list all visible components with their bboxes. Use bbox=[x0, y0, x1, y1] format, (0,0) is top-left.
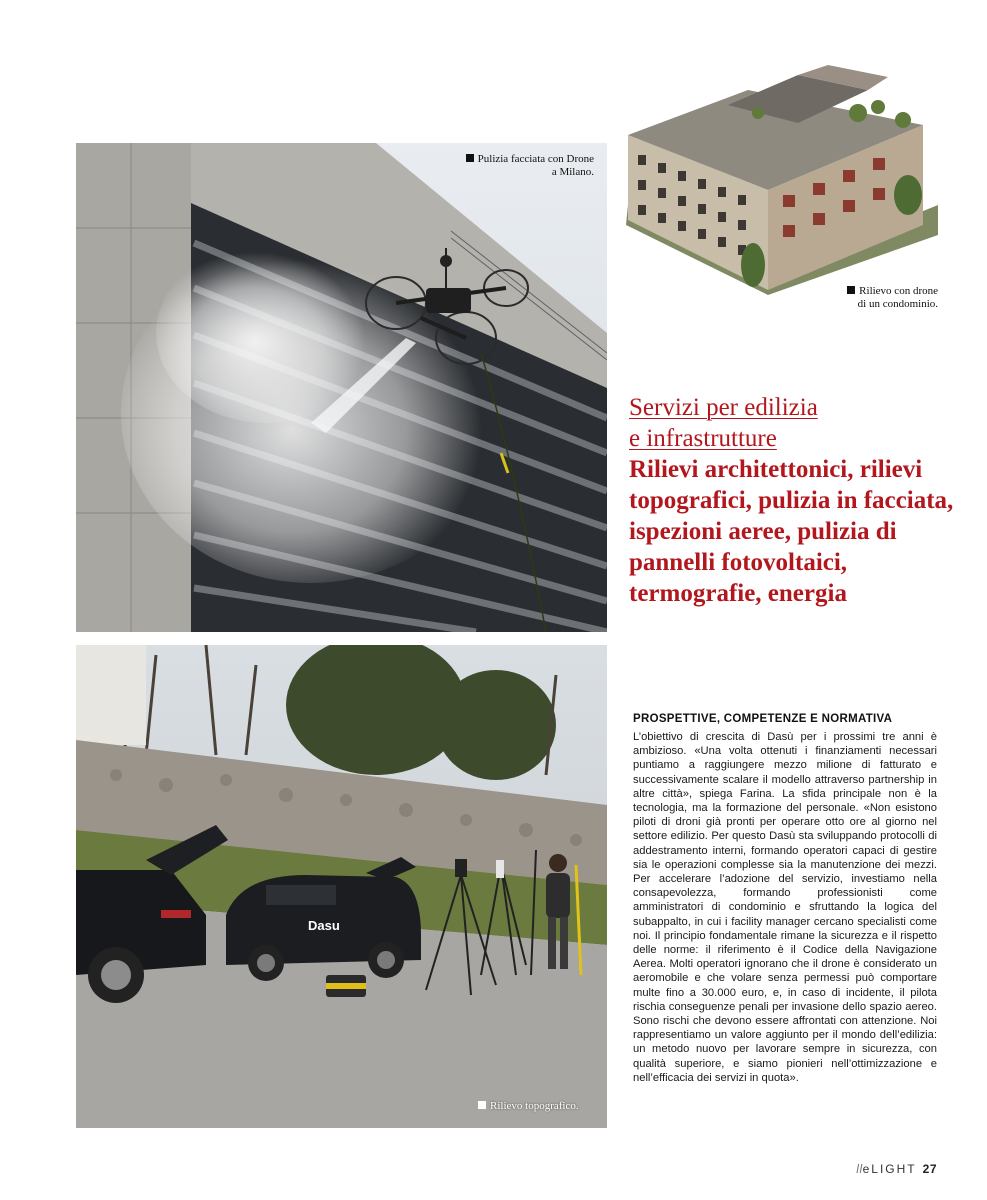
building-photo-caption bbox=[847, 285, 938, 311]
building-3d-model-image bbox=[618, 65, 942, 305]
building-caption-line2: di un condominio. bbox=[857, 298, 938, 310]
car-brand-label: Dasu bbox=[308, 918, 340, 933]
topo-caption-text: Rilievo topografico. bbox=[490, 1100, 579, 1112]
magazine-brand-prefix: ll bbox=[856, 1162, 863, 1176]
facade-caption-line1: Pulizia facciata con Drone bbox=[477, 153, 594, 165]
headline-title: Rilievi architettonici, rilievi topografici, pulizia in facciata, ispezioni aeree, pulizia di pannelli fotovoltaici, termografie, energia bbox=[629, 456, 954, 607]
building-caption-line1: Rilievo con drone bbox=[859, 285, 938, 297]
caption-bullet-icon bbox=[847, 286, 855, 294]
facade-cleaning-image bbox=[76, 143, 607, 632]
topographic-photo-caption bbox=[478, 1100, 579, 1113]
magazine-brand-name: eLIGHT bbox=[862, 1162, 917, 1176]
caption-bullet-icon bbox=[466, 154, 474, 162]
building-survey-photo bbox=[618, 65, 942, 305]
page-footer bbox=[856, 1162, 937, 1176]
facade-caption-line2: a Milano. bbox=[551, 166, 594, 178]
article-body: L’obiettivo di crescita di Dasù per i prossimi tre anni è ambizioso. «Una volta ottenuti i finanziamenti necessari puntiamo a raggiungere mezzo milione di fatturato e successivamente scalare il modello attraverso partnership in altre città», spiega Farina. La sfida principale non è la tecnologia, ma la formazione del personale. «Non esistono piloti di droni già pronti per operare otto ore al giorno nel settore edilizio. Per questo Dasù sta sviluppando protocolli di addestramento interni, formando operatori capaci di gestire sia le operazioni complesse sia la manutenzione dei mezzi. Per accelerare l’adozione del servizio, investiamo nella consapevolezza, formando professionisti come amministratori di condominio e sfruttando la logica del subappalto, in cui i facility manager cercano specialisti come noi. Il principio fondamentale rimane la sicurezza e il rispetto delle norme: il riferimento è il Codice della Navigazione Aerea. Molti operatori ignorano che il drone è considerato un aeromobile e che volare senza permessi può comportare multe fino a 30.000 euro, e, in caso di incidente, il pilota rischia conseguenze penali per invasione dello spazio aereo. Sono rischi che devono essere affrontati con attenzione. Noi rappresentiamo un valore aggiunto per il mondo dell’edilizia: un metodo nuovo per lavorare sempre in sicurezza, con qualità superiore, e siamo pionieri nell’ottimizzazione e nell’efficacia dei servizi in quota». bbox=[633, 731, 937, 1084]
facade-cleaning-photo bbox=[76, 143, 607, 632]
topographic-survey-photo bbox=[76, 645, 607, 1128]
caption-bullet-icon bbox=[478, 1101, 486, 1109]
section-heading: PROSPETTIVE, COMPETENZE E NORMATIVA bbox=[633, 713, 893, 725]
headline-kicker-line2: e infrastrutture bbox=[629, 425, 777, 452]
headline-kicker-line1: Servizi per edilizia bbox=[629, 394, 818, 421]
article-headline bbox=[629, 392, 959, 609]
topographic-survey-image bbox=[76, 645, 607, 1128]
facade-photo-caption bbox=[466, 153, 594, 179]
page-number: 27 bbox=[922, 1162, 937, 1176]
